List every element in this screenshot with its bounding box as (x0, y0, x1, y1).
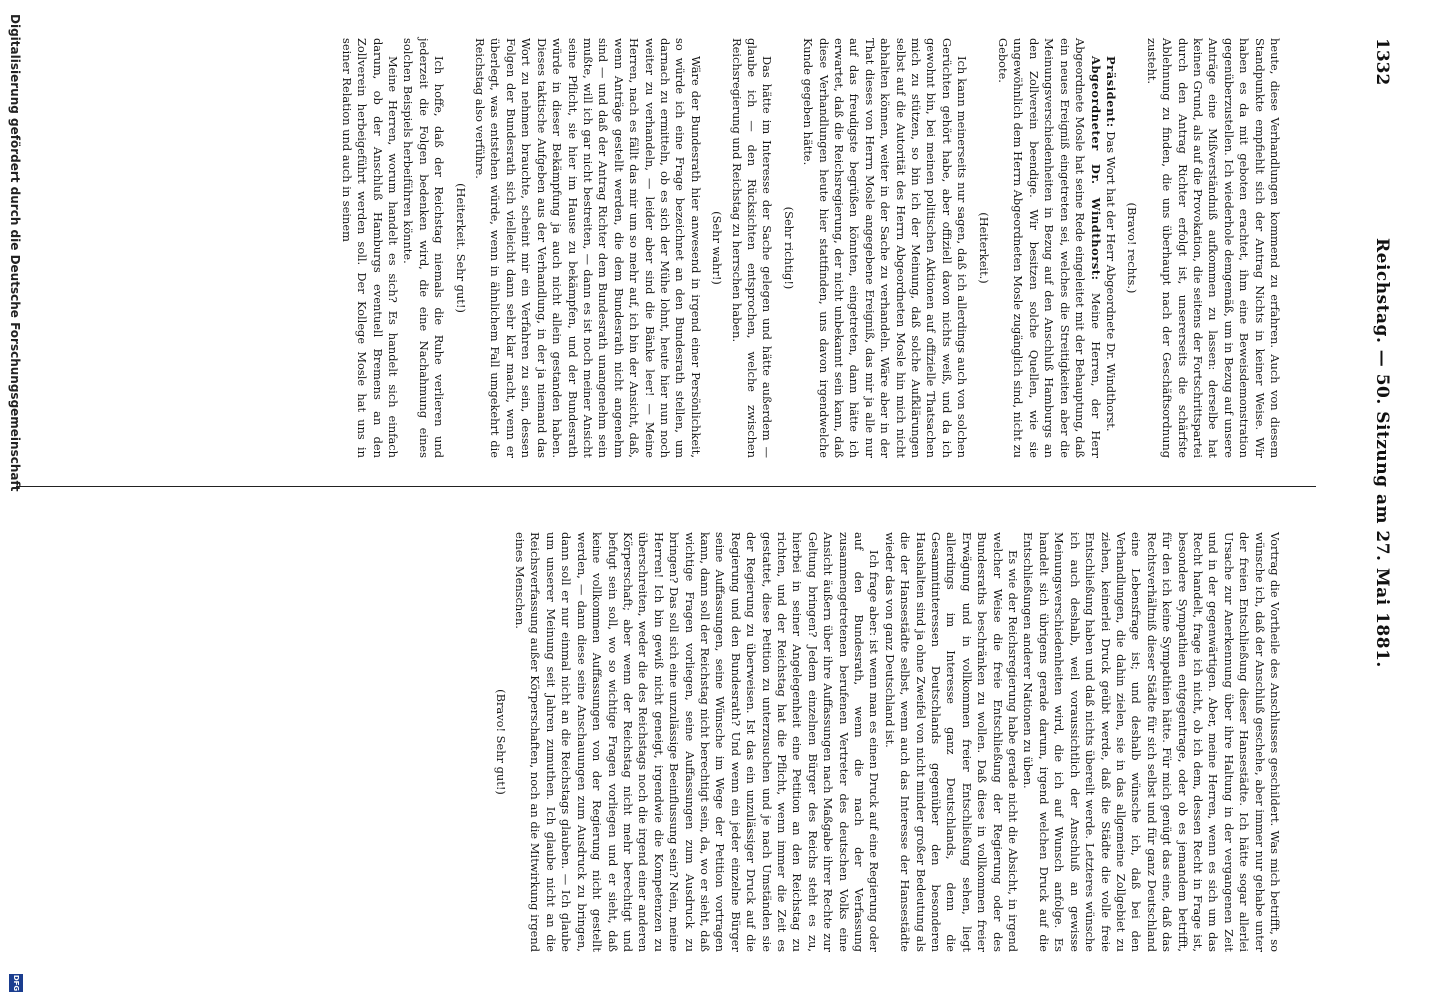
speech-text: Das Wort hat der Herr Abgeordnete Dr. Windthorst. (1103, 131, 1118, 432)
speech-text: Meine Herren, der Herr Abgeordnete Mosle hat seine Rede eingeleitet mit der Behauptung, daß ein neues Ereigniß eingetreten sei, welches die Streitigkeiten aber die Meinungsverschiedenheiten in Bezug auf den Anschluß Hamburgs an den Zollverein beendige. Wir besitzen solche Quellen, wie sie ungewöhnlich dem Herrn Abgeordneten Mosle zugänglich sind, nicht zu Gebote. (996, 38, 1103, 458)
interjection: (Heiterkeit.) (976, 212, 991, 284)
body-paragraph: Ich frage aber: ist wenn man es einen Druck auf eine Regierung oder auf den Bundesrath, wenn die nach der Verfassung zusammengetretenen berufenen Vertreter des deutschen Volks eine Ansicht äußern über ihre Auffassungen nach Maßgabe ihrer Rechte zur Geltung bringen? Jedem einzelnen Bürger des Reichs steht es zu, hierbei in seiner Angelegenheit eine Petition an den Reichstag zu richten, und der Reichstag hat die Pflicht, wenn immer die Zeit es gestattet, diese Petition zu unterzusuchen und je nach Umständen sie der Regierung zu überweisen. Ist das ein unzulässiger Druck auf die Regierung und den Bundesrath? Und wenn ein jeder einzelne Bürger seine Auffassungen, seine Wünsche im Wege der Petition vortragen kann, dann soll der Reichstag nicht berechtigt sein, da, wo er sieht, daß wichtige Fragen vorliegen, seine Auffassungen zum Ausdruck zu bringen? Das soll sich eine unzulässige Beeinflussung sein? Nein, meine Herren! Ich bin gewiß nicht geneigt, irgendwie die Kompetenzen zu überschreiten, weder die des Reichstags noch die irgend einer anderen Körperschaft; aber wenn der Reichstag nicht mehr berechtigt und befugt sein soll, wo so wichtige Fragen vorliegen und er sieht, daß keine vollkommen Auffassungen von der Regierung nicht gestellt werden, — dann diese seine Anschauungen zum Ausdruck zu bringen, dann soll er nur einmal nicht an die Reichstags glauben. — Ich glaube um unserer Meinung seit Jahren zumuthen. Ich glaube nicht an die Reichsverfassung außer Körperschaften, noch an die Mitwirkung irgend eines Menschen. (513, 532, 882, 952)
running-title: Reichstag. — 50. Sitzung am 27. Mai 1881. (1372, 238, 1392, 668)
left-column (338, 38, 1282, 458)
column-divider (16, 486, 1316, 487)
body-paragraph: Das hätte im Interesse der Sache gelegen und hätte außerdem — glaube ich — den Rücksichten entsprochen, welche zwischen Reichsregierung und Reichstag zu herrschen haben. (729, 38, 775, 458)
body-paragraph: Es wie der Reichsregierung habe gerade nicht die Absicht, in irgend welcher Weise die freie Entschließung der Regierung oder des Bundesraths beschränken zu wollen. Daß diese in vollkommen freier Erwägung und in vollkommen freier Entschließung sehen, liegt allerdings im Interesse ganz Deutschlands, denn die Gesammtinteressen Deutschlands gegenüber den besonderen Haushalten sind ja ohne Zweifel von nicht minder großer Bedeutung als die der Hansestädte selbst, wenn auch das Interesse der Hansestädte wieder das von ganz Deutschland ist. (882, 532, 1021, 952)
interjection: (Bravo! Sehr gut!) (493, 689, 508, 795)
speaker-name: Präsident: (1103, 56, 1118, 128)
body-paragraph: Ich kann meinerseits nur sagen, daß ich allerdings auch von solchen Gerüchten gehört habe, aber offiziell davon nichts weiß, und da ich gewohnt bin, bei meinen politischen Aktionen auf offizielle Thatsachen mich zu stützen, so bin ich der Meinung, daß solche Aufklärungen selbst auf die Autorität des Herrn Abgeordneten Mosle hin mich nicht abhalten können, weiter in der Sache zu verhandeln. Wäre aber in der That dieses von Herrn Mosle angegebene Ereigniß, das mir ja alle nur auf das freudigste begrüßen könnten, eingetreten, dann hätte ich erwartet, daß die Reichsregierung, der nicht unbekannt sein kann, daß diese Verhandlungen heute hier stattfinden, uns davon irgendwelche Kunde gegeben hätte. (801, 38, 970, 458)
speech-paragraph (995, 38, 1103, 458)
dfg-logo: DFG (9, 974, 23, 992)
interjection: (Bravo! rechts.) (1125, 202, 1140, 294)
body-paragraph: Vortrag die Vortheile des Anschlusses geschildert. Was mich betrifft, so wünsche ich, daß der Anschluß geschehe, aber immer nur gehabe unter der freien Entschließung dieser Hansestädte. Ich hätte sogar allerlei Ursache zur Anerkennung über ihre Haltung in der vergangenen Zeit und in der gegenwärtigen. Aber, meine Herren, wenn es sich um das Recht handelt, frage ich nicht, ob ich dem, dessen Recht in Frage ist, besondere Sympathien entgegentrage, oder ob es jemandem betrifft, für den ich keine Sympathien hätte. Für mich genügt das eine, daß das Rechtsverhältniß dieser Städte für sich selbst und für ganz Deutschland eine Lebensfrage ist; und deshalb wünsche ich, daß bei den Verhandlungen, die dahin zielen, sie in das allgemeine Zollgebiet zu ziehen, keinerlei Druck geübt werde, daß die Städte die volle freie Entschließung haben und daß nichts übereilt werde. Letzteres wünsche ich auch deshalb, weil voraussichtlich der Anschluß an gewisse Meinungsverschiedenheiten wird, die ich auf Wunsch anfolge. Es handelt sich übrigens gerade darum, irgend welchen Druck auf die Entschließungen anderer Nationen zu üben. (1021, 532, 1282, 952)
body-paragraph: Ich hoffe, daß der Reichstag niemals die Ruhe verlieren und jederzeit die Folgen bedenken wird, die eine Nachahmung eines solchen Beispiels herbeiführen könnte. (401, 38, 447, 458)
interjection: (Heiterkeit. Sehr gut!) (453, 183, 468, 313)
body-paragraph: heute, diese Verhandlungen kommend zu erfahren. Auch von diesem Standpunkte empfiehlt sich der Antrag Nichts in keiner Weise. Wir haben es da mit geboten erachtet, ihm eine Beweisdemonstration gegenüberzustellen. Ich wiederhole demgemäß, um in Bezug auf unsere Anträge eine Mißverständniß aufkommen zu lassen: derselbe hat keinen Grund, als auf die Provokation, die seitens der Fortschrittspartei durch den Antrag Richter erfolgt ist, unsererseits die schärfste Ablehnung zu finden, die uns überhaupt nach der Geschäftsordnung zusteht. (1144, 38, 1282, 458)
speech-paragraph (1103, 38, 1118, 458)
body-paragraph: Wäre der Bundesrath hier anwesend in irgend einer Persönlichkeit, so würde ich eine Frage bezeichnet an den Bundesrath stellen, um darnach zu ermitteln, ob es sich der Mühe lohnt, heute hier nun noch weiter zu verhandeln, — leider aber sind die Bänke leer! — Meine Herren, nach es fällt das mir um so mehr auf, ich bin der Ansicht, daß, wenn Anträge gestellt werden, die dem Bundesrath nicht angenehm sind — und daß der Antrag Richter dem Bundesrath unangenehm sein mußte, will ich gar nicht bestreiten, — dann es ist noch meiner Ansicht seine Pflicht, sie hier im Hause zu bekämpfen, und der Bundesrath würde in dieser Bekämpfung ja auch nicht allein gestanden haben. Dieses taktische Aufgeben aus der Verhandlung, in der ja niemand das Wort zu nehmen brauchte, scheint mir ein Verfahren zu sein, dessen Folgen der Bundesrath sich vielleicht dann sehr klar macht, wenn er überlegt, was entstehen würde, wenn in ähnlichem Fall umgekehrt die Reichstag also verführe. (473, 38, 703, 458)
speaker-name: Abgeordneter Dr. Windthorst: (1088, 56, 1103, 281)
interjection: (Sehr richtig!) (781, 206, 796, 290)
body-paragraph: Meine Herren, worum handelt es sich? Es handelt sich einfach darum, ob der Anschluß Hamburgs eventuell Bremens an den Zollverein herbeigeführt werden soll. Der Kollege Mosle hat uns in seiner Relation und auch in seinem (339, 38, 401, 458)
digitization-footer (0, 0, 30, 1000)
footer-credit: Digitalisierung gefördert durch die Deutsche Forschungsgemeinschaft (8, 14, 22, 492)
page-number: 1332 (1372, 38, 1392, 86)
page-header (1366, 38, 1392, 962)
interjection: (Sehr wahr!) (710, 211, 725, 285)
right-column (486, 532, 1282, 952)
